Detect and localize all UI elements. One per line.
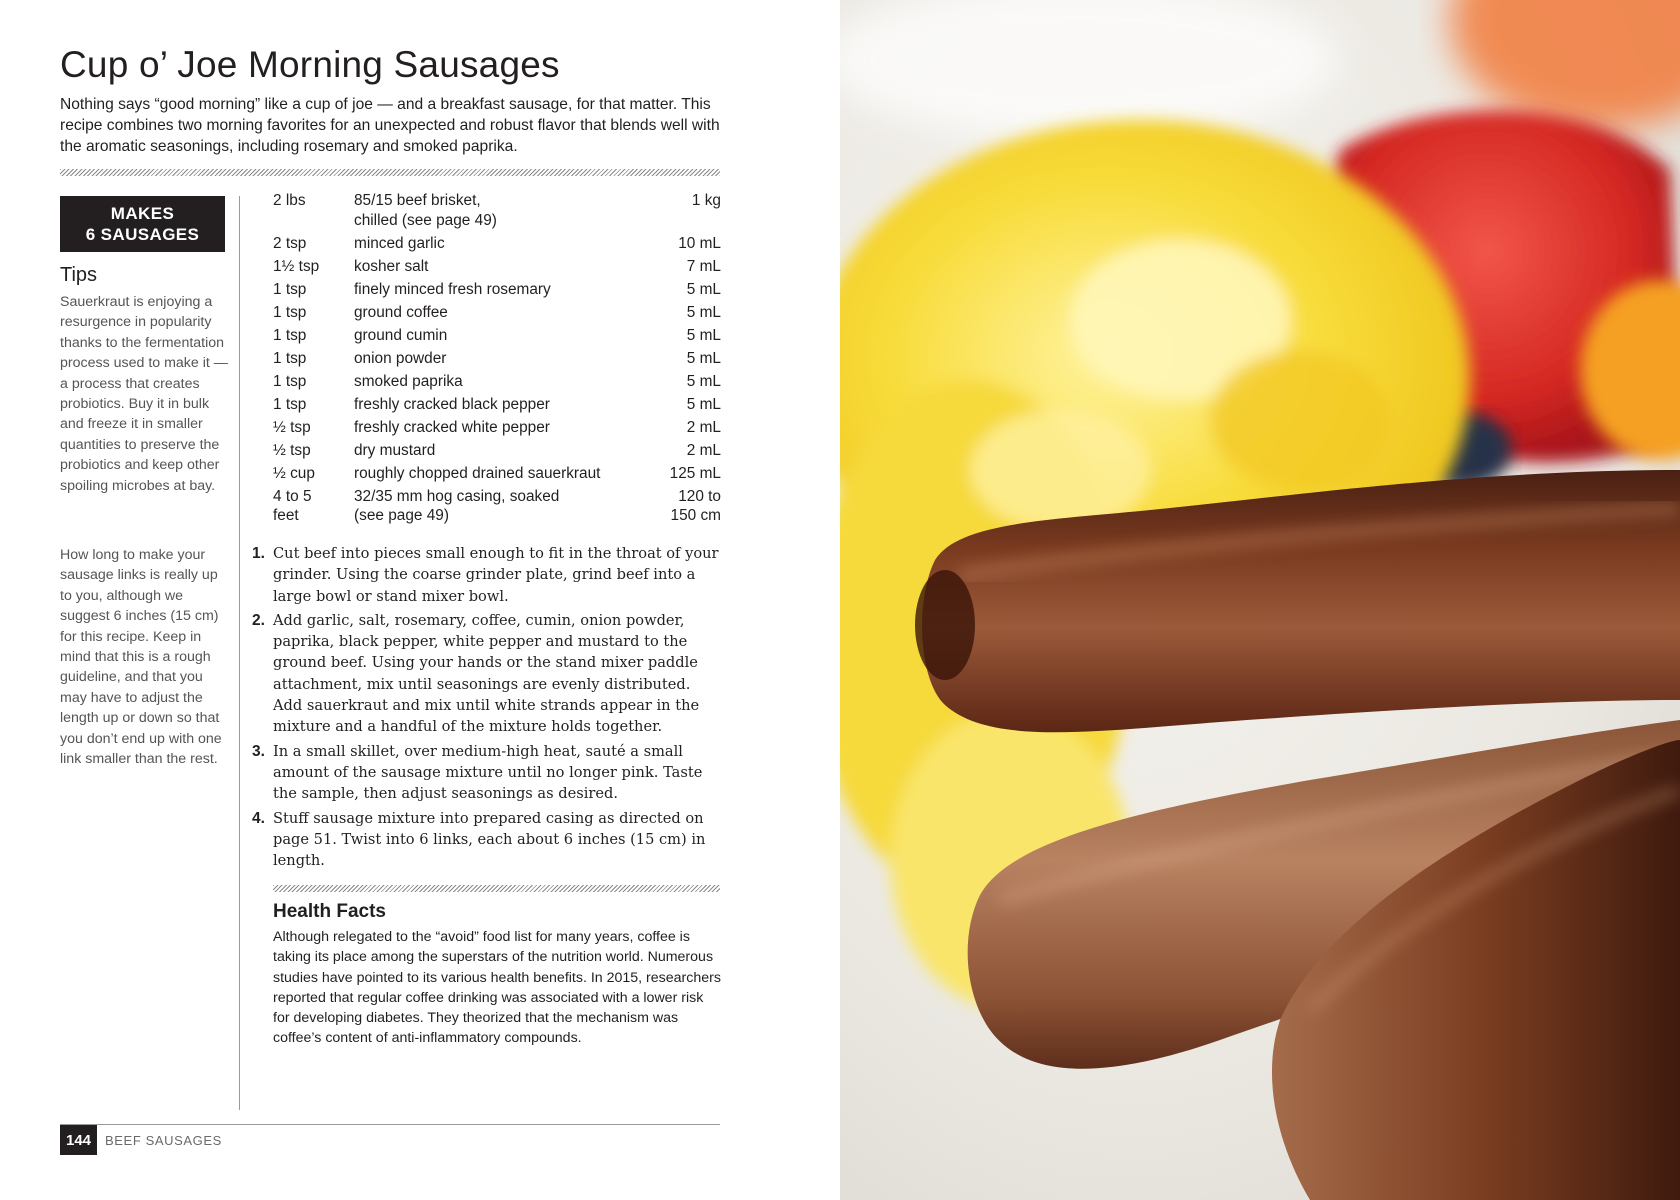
hatched-divider (273, 885, 720, 892)
ingredient-name: smoked paprika (354, 372, 463, 390)
ingredient-qty: 1 tsp (273, 349, 307, 367)
step-text: Cut beef into pieces small enough to fit in the throat of your grinder. Using the coarse grinder plate, grind beef into a large bowl or stand mixer bowl. (273, 545, 719, 605)
step-text: Add garlic, salt, rosemary, coffee, cumin, onion powder, paprika, black pepper, white pepper and mustard to the ground beef. Using your hands or the stand mixer paddle attachment, mix until seasonings are evenly distributed. Add sauerkraut and mix until white strands appear in the mixture and a handful of the mixture holds together. (273, 611, 700, 736)
ingredient-metric: 5 mL (686, 280, 721, 298)
method-step (252, 808, 722, 872)
yield-badge (60, 196, 225, 252)
recipe-title: Cup o’ Joe Morning Sausages (60, 44, 560, 85)
page-number: 144 (60, 1125, 97, 1155)
ingredient-row (273, 464, 721, 484)
ingredient-list (273, 191, 721, 529)
tip-text: Sauerkraut is enjoying a resurgence in popularity thanks to the fermentation process used to make it — a process that creates probiotics. Buy it in bulk and freeze it in smaller quantities to preserve the probiotics and keep other spoiling microbes at bay. (60, 294, 228, 494)
ingredient-row (273, 349, 721, 369)
step-number: 3. (252, 742, 265, 760)
ingredient-name: freshly cracked white pepper (354, 418, 550, 436)
ingredient-qty: 1 tsp (273, 395, 307, 413)
ingredient-name: onion powder (354, 349, 447, 367)
ingredient-row (273, 257, 721, 277)
ingredient-qty: 2 tsp (273, 234, 307, 252)
ingredient-qty: ½ tsp (273, 441, 311, 459)
ingredient-metric: 2 mL (686, 441, 721, 459)
ingredient-name: minced garlic (354, 234, 445, 252)
ingredient-qty: 1 tsp (273, 326, 307, 344)
ingredient-row (273, 372, 721, 392)
ingredient-qty: ½ tsp (273, 418, 311, 436)
ingredient-name: 85/15 beef brisket, chilled (see page 49) (354, 192, 497, 229)
ingredient-metric: 5 mL (686, 349, 721, 367)
ingredient-qty: 1½ tsp (273, 257, 320, 275)
ingredient-row (273, 191, 721, 230)
ingredient-name: ground coffee (354, 303, 448, 321)
health-facts-text: Although relegated to the “avoid” food list for many years, coffee is taking its place among the superstars of the nutrition world. Numerous studies have pointed to its various health benefits. In 2015, researchers reported that regular coffee drinking was associated with a lower risk for developing diabetes. They theorized that the mechanism was coffee’s content of anti-inflammatory compounds. (273, 929, 721, 1047)
ingredient-metric: 1 kg (691, 192, 721, 209)
ingredient-metric: 5 mL (686, 395, 721, 413)
step-text: Stuff sausage mixture into prepared casing as directed on page 51. Twist into 6 links, each about 6 inches (15 cm) in length. (273, 809, 706, 870)
ingredient-metric: 5 mL (686, 326, 721, 344)
ingredient-row (273, 326, 721, 346)
yield-label: MAKES (110, 204, 175, 223)
tip-text: How long to make your sausage links is really up to you, although we suggest 6 inches (15 cm) for this recipe. Keep in mind that this is a rough guideline, and that you may have to adjust the length up or down so that you don’t end up with one link smaller than the rest. (60, 547, 222, 768)
ingredient-qty: 1 tsp (273, 280, 307, 298)
ingredient-name: 32/35 mm hog casing, soaked (see page 49) (354, 487, 560, 524)
running-footer-section: BEEF SAUSAGES (105, 1133, 222, 1148)
step-number: 4. (252, 809, 265, 827)
method-step (252, 741, 722, 805)
ingredient-metric: 120 to 150 cm (670, 487, 721, 524)
ingredient-qty: 1 tsp (273, 303, 307, 321)
step-number: 1. (252, 545, 265, 562)
ingredient-qty: 2 lbs (273, 192, 306, 209)
health-facts-heading: Health Facts (273, 901, 386, 922)
ingredient-qty: 4 to 5 feet (273, 487, 312, 524)
ingredient-name: roughly chopped drained sauerkraut (354, 464, 601, 482)
sausage-breakfast-photo (840, 0, 1680, 1200)
ingredient-qty: ½ cup (273, 464, 315, 482)
ingredient-row (273, 303, 721, 323)
ingredient-metric: 10 mL (678, 234, 721, 252)
ingredient-row (273, 418, 721, 438)
yield-count: 6 SAUSAGES (85, 225, 200, 244)
ingredient-row (273, 441, 721, 461)
step-number: 2. (252, 611, 265, 629)
method-steps (252, 543, 722, 874)
ingredient-metric: 7 mL (686, 257, 721, 275)
ingredient-row (273, 280, 721, 300)
tips-heading: Tips (60, 264, 98, 286)
ingredient-metric: 125 mL (669, 464, 721, 482)
ingredient-row (273, 395, 721, 415)
ingredient-metric: 5 mL (686, 303, 721, 321)
footer-rule (60, 1124, 720, 1125)
ingredient-name: kosher salt (354, 257, 429, 275)
method-step (252, 543, 722, 607)
ingredient-name: freshly cracked black pepper (354, 395, 550, 413)
ingredient-metric: 2 mL (686, 418, 721, 436)
ingredient-metric: 5 mL (686, 372, 721, 390)
recipe-intro: Nothing says “good morning” like a cup of joe — and a breakfast sausage, for that matter. This recipe combines two morning favorites for an unexpected and robust flavor that blends well with the aromatic seasonings, including rosemary and smoked paprika. (60, 96, 720, 155)
ingredient-name: finely minced fresh rosemary (354, 280, 551, 298)
ingredient-row (273, 487, 721, 526)
ingredient-row (273, 234, 721, 254)
ingredient-qty: 1 tsp (273, 372, 307, 390)
ingredient-name: ground cumin (354, 326, 448, 344)
hatched-divider (60, 169, 720, 176)
ingredient-name: dry mustard (354, 441, 436, 459)
column-divider (239, 196, 240, 1110)
method-step (252, 610, 722, 738)
step-text: In a small skillet, over medium-high heat, sauté a small amount of the sausage mixture until no longer pink. Taste the sample, then adjust seasonings as desired. (273, 742, 703, 803)
